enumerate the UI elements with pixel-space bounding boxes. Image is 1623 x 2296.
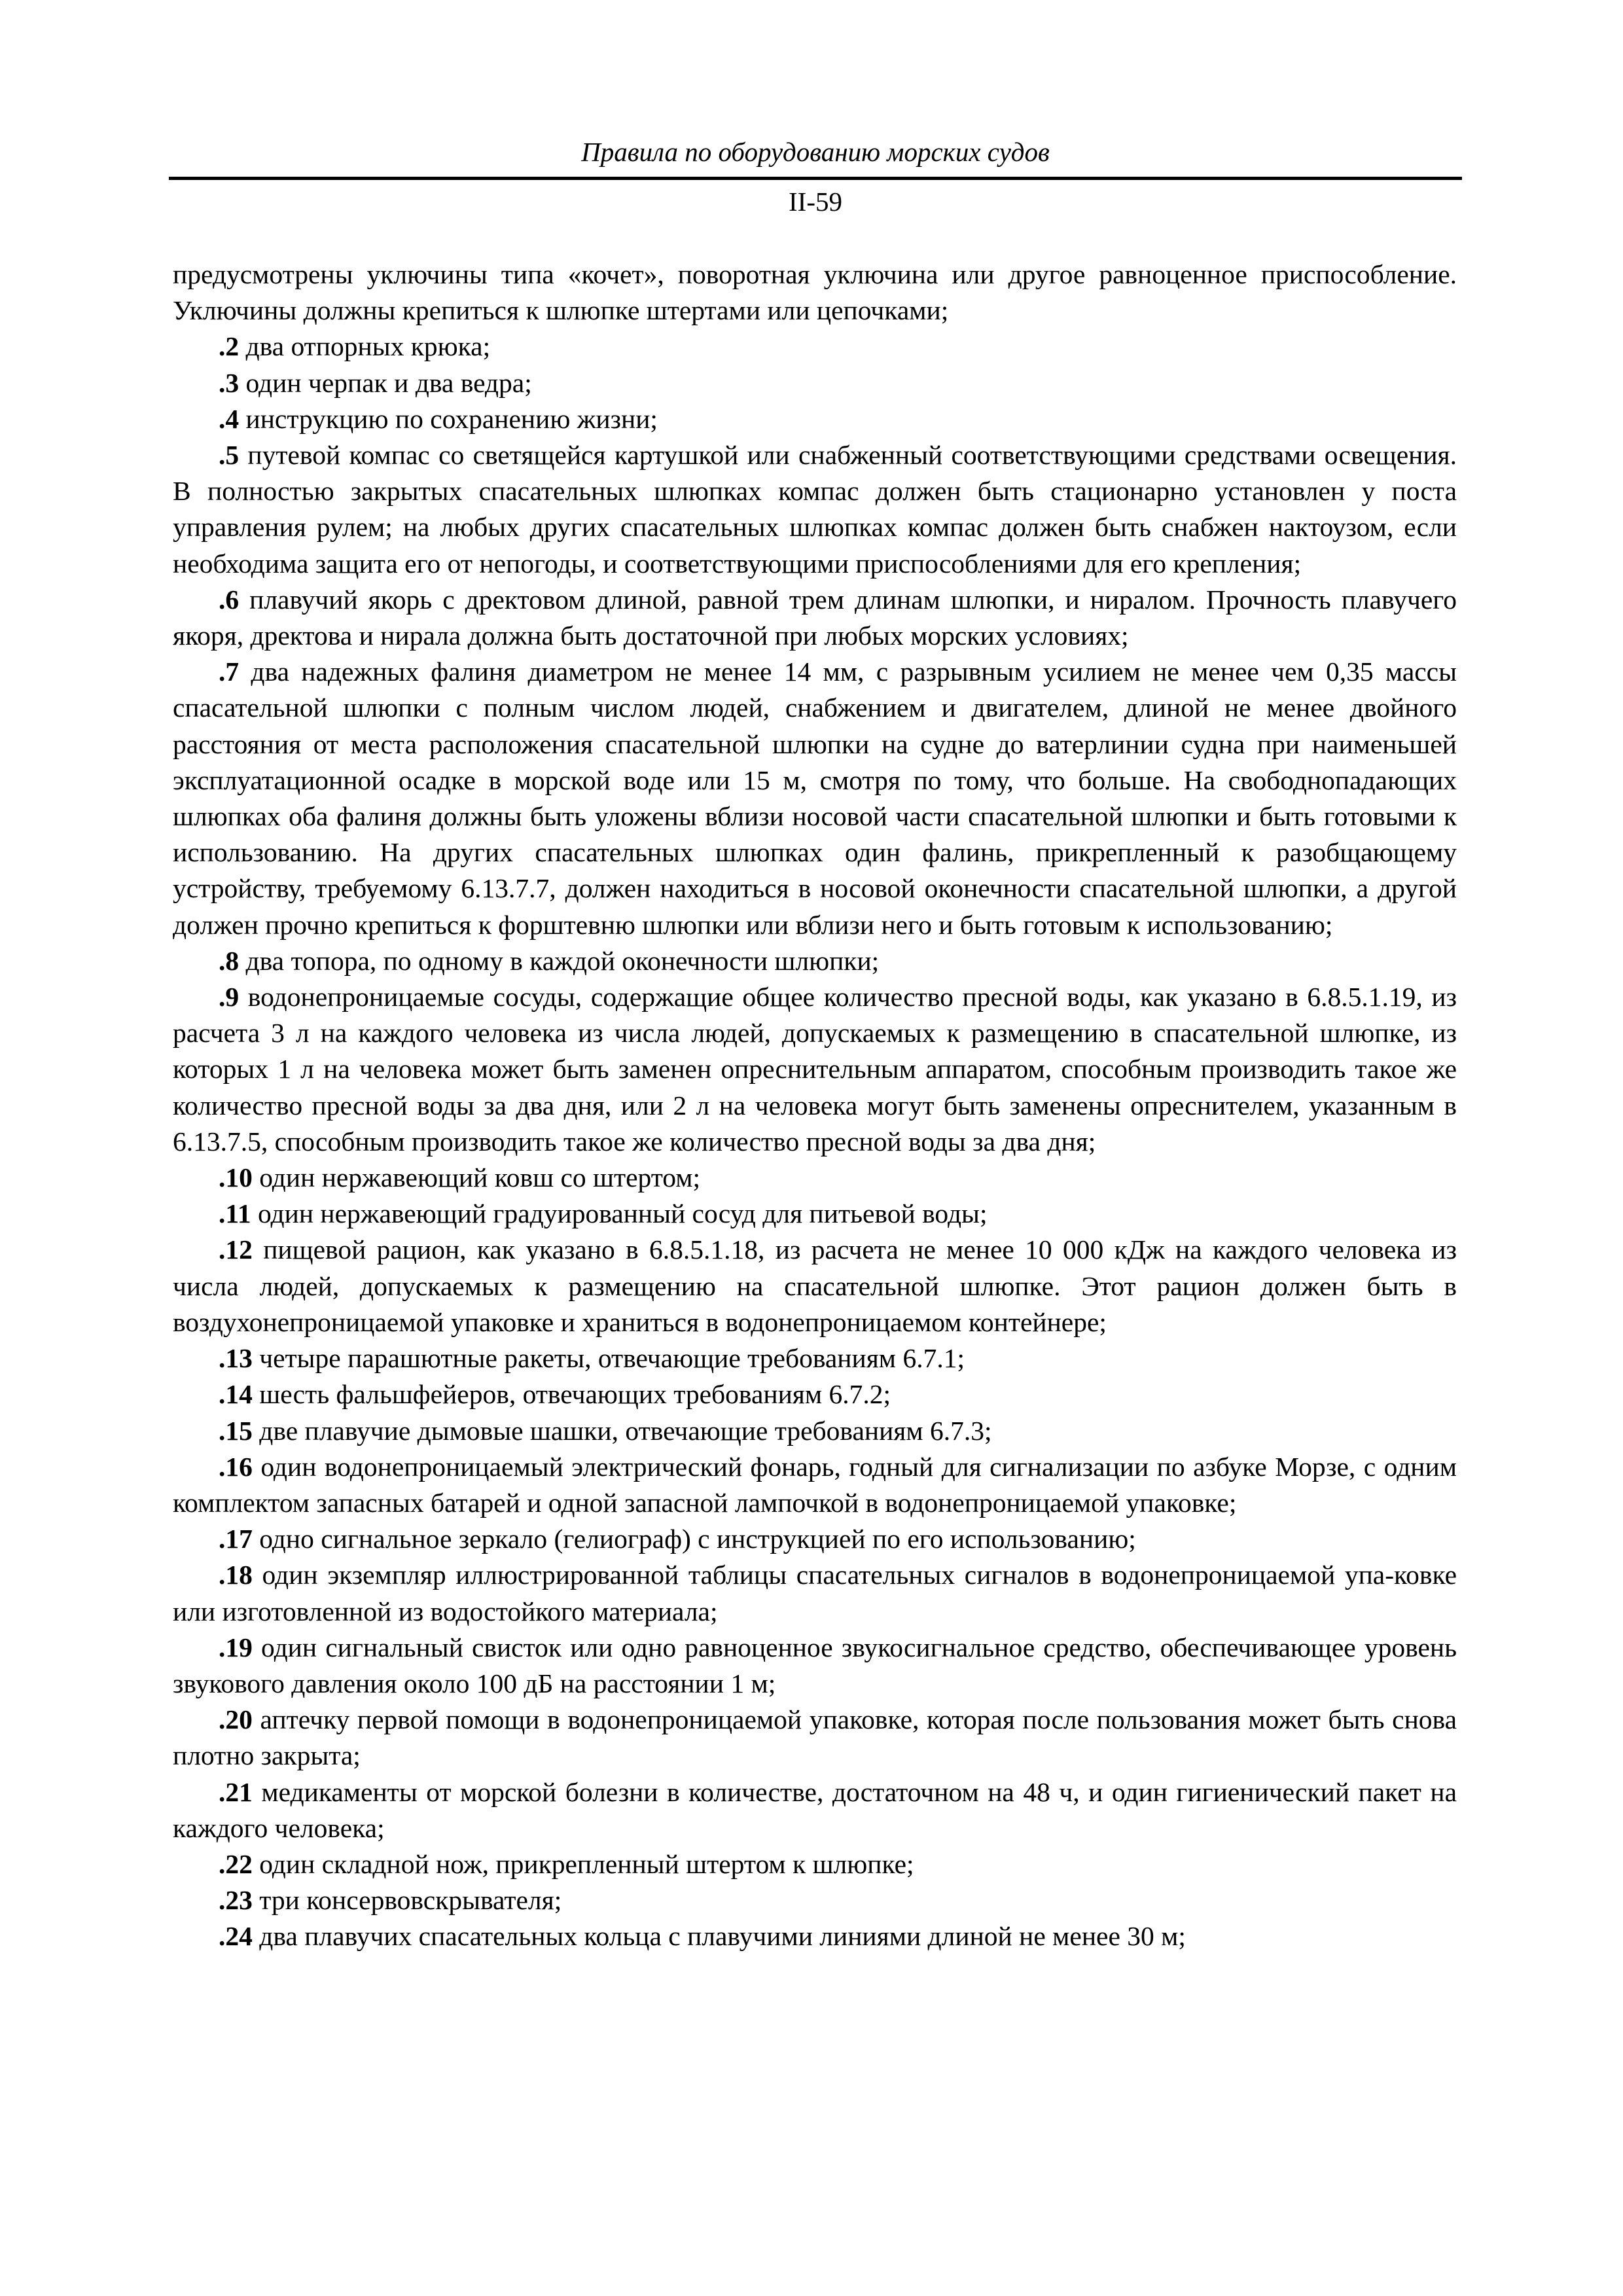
list-item: [173, 1882, 1457, 1918]
item-number: .18: [219, 1560, 253, 1590]
item-number: .24: [219, 1921, 253, 1952]
item-text: два плавучих спасательных кольца с плавучими линиями длиной не менее 30 м;: [252, 1921, 1186, 1952]
item-text: два надежных фалиня диаметром не менее 14 мм, с разрывным усилием не менее чем 0,35 массы спасательной шлюпки с полным числом людей, снабжением и двигателем, длиной не менее двойного расстояния от места расположения спасательной шлюпки на судне до ватерлинии судна при наименьшей эксплуатационной осадке в морской воде или 15 м, смотря по тому, что больше. На свободнопадающих шлюпках оба фалиня должны быть уложены вблизи носовой части спасательной шлюпки и быть готовыми к использованию. На других спасательных шлюпках один фалинь, прикрепленный к разобщающему устройству, требуемому 6.13.7.7, должен находиться в носовой оконечности спасательной шлюпки, а другой должен прочно крепиться к форштевню шлюпки или вблизи него и быть готовым к использованию;: [173, 656, 1457, 940]
document-body: [173, 257, 1457, 1955]
item-text: шесть фальшфейеров, отвечающих требованиям 6.7.2;: [252, 1379, 891, 1410]
item-text: медикаменты от морской болезни в количестве, достаточном на 48 ч, и один гигиенический пакет на каждого человека;: [173, 1776, 1457, 1843]
item-text: два отпорных крюка;: [239, 331, 491, 362]
item-number: .23: [219, 1885, 253, 1916]
item-text: инструкцию по сохранению жизни;: [239, 403, 658, 434]
list-item: [173, 943, 1457, 979]
item-number: .11: [219, 1198, 251, 1229]
item-number: .22: [219, 1848, 253, 1879]
item-number: .15: [219, 1415, 253, 1446]
item-text: плавучий якорь с дректовом длиной, равной трем длинам шлюпки, и ниралом. Прочность плавучего якоря, дректова и нирала должна быть достаточной при любых морских условиях;: [173, 584, 1457, 651]
list-item: [173, 365, 1457, 401]
list-item: [173, 1557, 1457, 1629]
item-text: пищевой рацион, как указано в 6.8.5.1.18, из расчета не менее 10 000 кДж на каждого человека из числа людей, допускаемых к размещению на спасательной шлюпке. Этот рацион должен быть в воздухонепроницаемой упаковке и храниться в водонепроницаемом контейнере;: [173, 1234, 1457, 1337]
item-number: .20: [219, 1704, 253, 1735]
item-text: один нержавеющий ковш со штертом;: [252, 1162, 701, 1193]
item-number: .13: [219, 1343, 253, 1374]
item-text: аптечку первой помощи в водонепроницаемой упаковке, которая после пользования может быть снова плотно закрыта;: [173, 1704, 1457, 1771]
item-number: .2: [219, 331, 240, 362]
list-item: [173, 582, 1457, 654]
item-text: четыре парашютные ракеты, отвечающие требованиям 6.7.1;: [252, 1343, 965, 1374]
list-item: [173, 1630, 1457, 1702]
item-number: .21: [219, 1776, 253, 1807]
list-item: [173, 329, 1457, 365]
page-number: II-59: [789, 187, 842, 217]
item-number: .7: [219, 656, 240, 687]
list-item: [173, 1918, 1457, 1954]
continuation-paragraph: предусмотрены уключины типа «кочет», поворотная уключина или другое равноценное приспособление. Уключины должны крепиться к шлюпке штертами или цепочками;: [173, 259, 1457, 326]
list-item: [173, 437, 1457, 582]
list-item: [173, 1774, 1457, 1846]
item-text: водонепроницаемые сосуды, содержащие общее количество пресной воды, как указано в 6.8.5.1.19, из расчета 3 л на каждого человека из числа людей, допускаемых к размещению в спасательной шлюпке, из которых 1 л на человека может быть заменен опреснительным аппаратом, способным производить такое же количество пресной воды за два дня, или 2 л на человека могут быть заменены опреснителем, указанным в 6.13.7.5, способным производить такое же количество пресной воды за два дня;: [173, 982, 1457, 1157]
list-item: [173, 1376, 1457, 1412]
item-number: .9: [219, 982, 240, 1013]
item-number: .3: [219, 367, 240, 398]
list-item: [173, 1232, 1457, 1340]
item-number: .14: [219, 1379, 253, 1410]
item-text: один складной нож, прикрепленный штертом к шлюпке;: [252, 1848, 914, 1879]
list-item: [173, 1521, 1457, 1557]
item-text: одно сигнальное зеркало (гелиограф) с инструкцией по его использованию;: [252, 1524, 1136, 1554]
list-item: [173, 1160, 1457, 1196]
item-text: один нержавеющий градуированный сосуд для питьевой воды;: [251, 1198, 988, 1229]
item-text: один экземпляр иллюстрированной таблицы спасательных сигналов в водонепроницаемой упа-ковке или изготовленной из водостойкого материала;: [173, 1560, 1457, 1626]
item-number: .12: [219, 1234, 253, 1265]
item-text: две плавучие дымовые шашки, отвечающие требованиям 6.7.3;: [252, 1415, 992, 1446]
header-rule: [169, 177, 1462, 180]
list-item: [173, 1702, 1457, 1774]
list-item: [173, 1413, 1457, 1449]
running-header-title: Правила по оборудованию морских судов: [581, 137, 1050, 167]
item-text: один черпак и два ведра;: [239, 367, 532, 398]
list-item: [173, 401, 1457, 437]
list-item: [173, 1196, 1457, 1232]
item-number: .19: [219, 1632, 253, 1662]
list-item: [173, 1846, 1457, 1882]
list-item: [173, 1340, 1457, 1376]
list-item: [173, 1449, 1457, 1521]
item-number: .16: [219, 1451, 253, 1482]
item-number: .5: [219, 440, 240, 471]
item-number: .10: [219, 1162, 253, 1193]
item-text: путевой компас со светящейся картушкой или снабженный соответствующими средствами освещения. В полностью закрытых спасательных шлюпках компас должен быть стационарно установлен у поста управления рулем; на любых других спасательных шлюпках компас должен быть снабжен нактоузом, если необходима защита его от непогоды, и соответствующими приспособлениями для его крепления;: [173, 440, 1457, 579]
item-text: один водонепроницаемый электрический фонарь, годный для сигнализации по азбуке Морзе, с одним комплектом запасных батарей и одной запасной лампочкой в водонепроницаемой упаковке;: [173, 1451, 1457, 1518]
item-number: .4: [219, 403, 240, 434]
item-text: один сигнальный свисток или одно равноценное звукосигнальное средство, обеспечивающее уровень звукового давления около 100 дБ на расстоянии 1 м;: [173, 1632, 1457, 1698]
item-number: .17: [219, 1524, 253, 1554]
list-item: [173, 654, 1457, 943]
item-number: .6: [219, 584, 240, 615]
list-item: [173, 979, 1457, 1160]
item-text: три консервовскрывателя;: [252, 1885, 562, 1916]
item-text: два топора, по одному в каждой оконечности шлюпки;: [239, 945, 880, 976]
item-number: .8: [219, 945, 240, 976]
